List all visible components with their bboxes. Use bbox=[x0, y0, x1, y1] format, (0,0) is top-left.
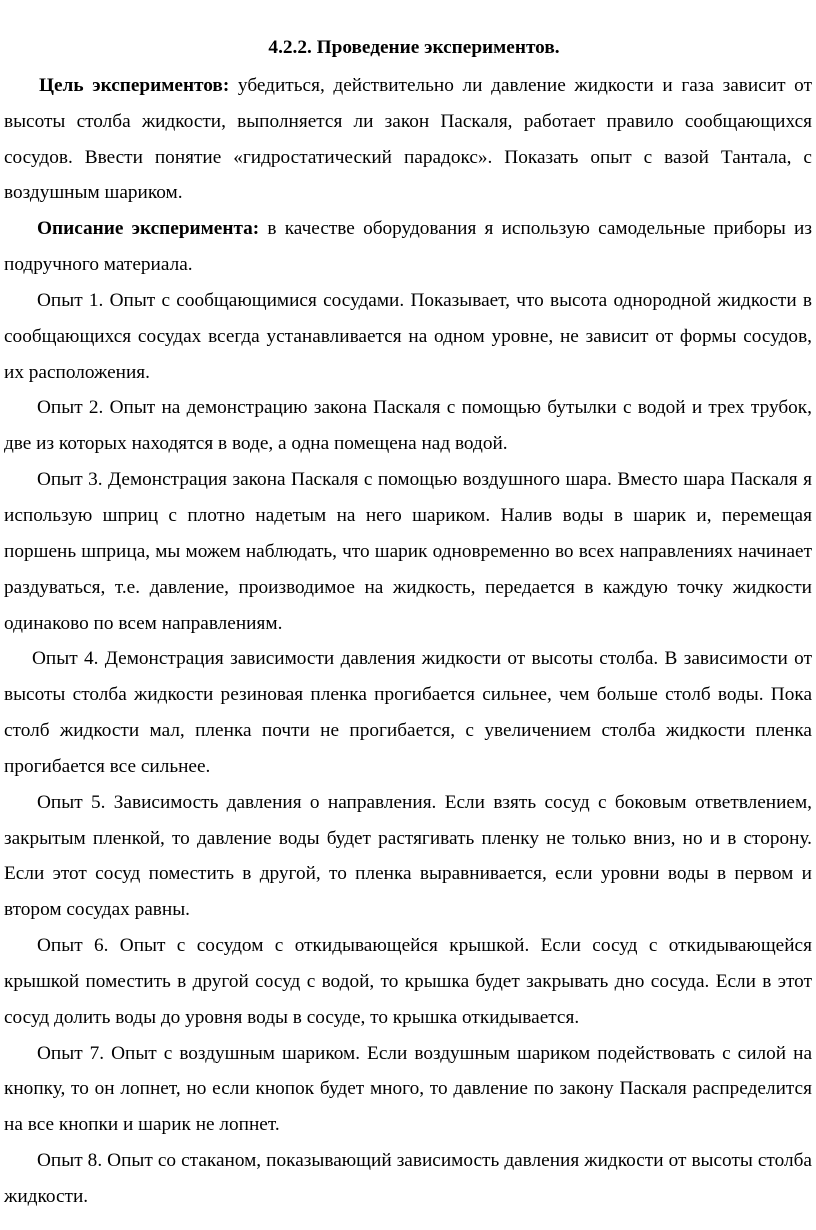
experiment-1: Опыт 1. Опыт с сообщающимися сосудами. Показывает, что высота однородной жидкости в сообщающихся сосудах всегда устанавливается на одном уровне, не зависит от формы сосудов, их расположения. bbox=[4, 289, 812, 383]
goal-label: Цель экспериментов: bbox=[39, 74, 230, 96]
experiment-7: Опыт 7. Опыт с воздушным шариком. Если воздушным шариком подействовать с силой на кнопку, то он лопнет, но если кнопок будет много, то давление по закону Паскаля распределится на все кнопки и шарик не лопнет. bbox=[4, 1042, 812, 1136]
description-text: в качестве оборудования я использую самодельные приборы из подручного материала. bbox=[4, 218, 812, 276]
experiment-8: Опыт 8. Опыт со стаканом, показывающий зависимость давления жидкости от высоты столба жидкости. bbox=[4, 1150, 812, 1207]
section-heading: 4.2.2. Проведение экспериментов. bbox=[268, 37, 560, 58]
experiment-6: Опыт 6. Опыт с сосудом с откидывающейся крышкой. Если сосуд с откидывающейся крышкой поместить в другой сосуд с водой, то крышка будет закрывать дно сосуда. Если в этот сосуд долить воды до уровня воды в сосуде, то крышка откидывается. bbox=[4, 935, 812, 1028]
description-paragraph bbox=[4, 211, 812, 283]
goal-paragraph bbox=[4, 68, 812, 211]
experiment-5: Опыт 5. Зависимость давления о направления. Если взять сосуд с боковым ответвлением, закрытым пленкой, то давление воды будет растягивать пленку не только вниз, но и в сторону. Если этот сосуд поместить в другой, то пленка выравнивается, если уровни воды в первом и втором сосудах равны. bbox=[4, 791, 812, 921]
experiment-4: Опыт 4. Демонстрация зависимости давления жидкости от высоты столба. В зависимости от высоты столба жидкости резиновая пленка прогибается сильнее, чем больше столб воды. Пока столб жидкости мал, пленка почти не прогибается, с увеличением столба жидкости пленка прогибается все сильнее. bbox=[4, 648, 812, 777]
experiment-3: Опыт 3. Демонстрация закона Паскаля с помощью воздушного шара. Вместо шара Паскаля я использую шприц с плотно надетым на него шариком. Налив воды в шарик и, перемещая поршень шприца, мы можем наблюдать, что шарик одновременно во всех направлениях начинает раздуваться, т.е. давление, производимое на жидкость, передается в каждую точку жидкости одинаково по всем направлениям. bbox=[4, 469, 812, 634]
description-label: Описание эксперимента: bbox=[37, 218, 260, 240]
goal-text: убедиться, действительно ли давление жидкости и газа зависит от высоты столба жидкости, выполняется ли закон Паскаля, работает правило сообщающихся сосудов. Ввести понятие «гидростатический парадокс». Показать опыт с вазой Тантала, с воздушным шариком. bbox=[4, 74, 812, 204]
experiment-2: Опыт 2. Опыт на демонстрацию закона Паскаля с помощью бутылки с водой и трех трубок, две из которых находятся в воде, а одна помещена над водой. bbox=[4, 397, 812, 455]
